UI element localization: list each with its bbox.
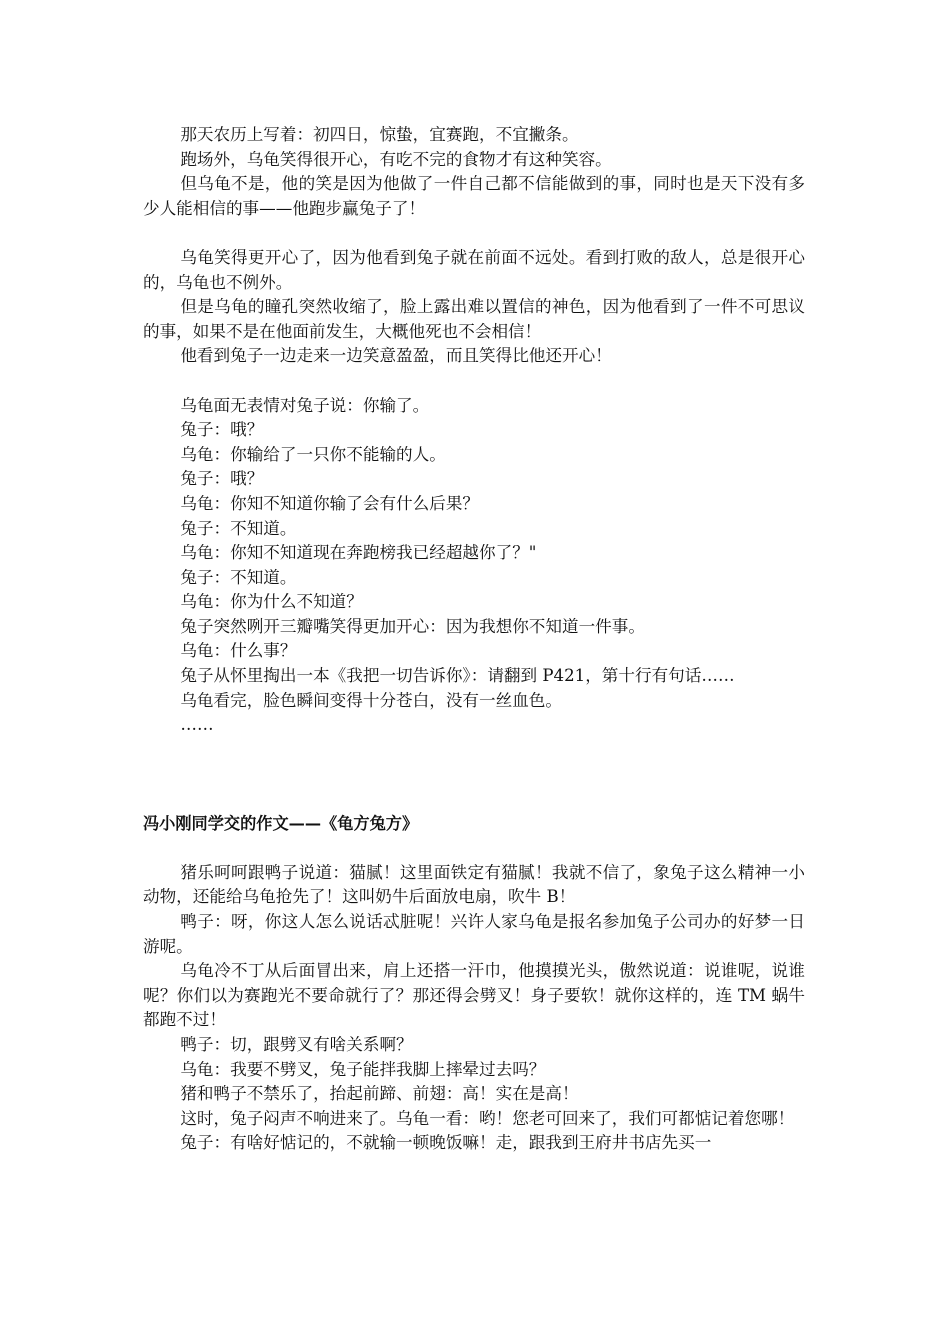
paragraph: 那天农历上写着：初四日，惊蛰，宜赛跑，不宜撇条。 bbox=[180, 125, 579, 144]
paragraph-gap bbox=[143, 221, 805, 246]
paragraph: 但乌龟不是，他的笑是因为他做了一件自己都不信能做到的事，同时也是天下没有多少人能相信的事——他跑步赢兔子了！ bbox=[143, 174, 805, 218]
section-gap bbox=[143, 738, 805, 812]
paragraph: 这时，兔子闷声不响进来了。乌龟一看：哟！您老可回来了，我们可都惦记着您哪！ bbox=[180, 1108, 795, 1128]
paragraph: 乌龟冷不丁从后面冒出来，肩上还搭一汗巾，他摸摸光头，傲然说道：说谁呢，说谁呢？你们以为赛跑光不要命就行了？那还得会劈叉！身子要软！就你这样的，连 TM 蜗牛都跑不过！ bbox=[143, 961, 805, 1030]
paragraph: 乌龟：我要不劈叉，兔子能拌我脚上摔晕过去吗？ bbox=[180, 1059, 546, 1079]
paragraph-gap bbox=[143, 369, 805, 394]
paragraph: 鸭子：呀，你这人怎么说话忒脏呢！兴许人家乌龟是报名参加兔子公司办的好梦一日游呢。 bbox=[143, 912, 805, 956]
paragraph: 兔子：有啥好惦记的，不就输一顿晚饭嘛！走，跟我到王府井书店先买一 bbox=[180, 1133, 712, 1153]
section-dialogue bbox=[143, 394, 805, 738]
dialogue-line: 兔子：不知道。 bbox=[180, 518, 297, 538]
dialogue-line: 乌龟看完，脸色瞬间变得十分苍白，没有一丝血色。 bbox=[180, 690, 562, 710]
paragraph: 但是乌龟的瞳孔突然收缩了，脸上露出难以置信的神色，因为他看到了一件不可思议的事，如果不是在他面前发生，大概他死也不会相信！ bbox=[143, 297, 805, 341]
dialogue-line: 兔子从怀里掏出一本《我把一切告诉你》：请翻到 P421，第十行有句话…… bbox=[180, 666, 735, 686]
dialogue-line: 乌龟：你知不知道你输了会有什么后果？ bbox=[180, 493, 480, 513]
paragraph: 乌龟笑得更开心了，因为他看到兔子就在前面不远处。看到打败的敌人，总是很开心的，乌龟也不例外。 bbox=[143, 247, 805, 292]
section-essay bbox=[143, 861, 805, 1156]
paragraph: 鸭子：切，跟劈叉有啥关系啊？ bbox=[180, 1034, 413, 1054]
dialogue-line: 兔子：哦？ bbox=[180, 420, 264, 440]
paragraph: 猪乐呵呵跟鸭子说道：猫腻！这里面铁定有猫腻！我就不信了，象兔子这么精神一小动物，还能给乌龟抢先了！这叫奶牛后面放电扇，吹牛 B！ bbox=[143, 862, 805, 907]
dialogue-line: 兔子：哦？ bbox=[180, 469, 264, 489]
dialogue-line: 乌龟：你知不知道现在奔跑榜我已经超越你了？" bbox=[180, 543, 537, 563]
document-page bbox=[143, 123, 805, 1156]
dialogue-line: 乌龟：你为什么不知道？ bbox=[180, 592, 363, 612]
paragraph: 跑场外，乌龟笑得很开心，有吃不完的食物才有这种笑容。 bbox=[180, 149, 612, 169]
paragraph: 他看到兔子一边走来一边笑意盈盈，而且笑得比他还开心！ bbox=[180, 346, 612, 366]
dialogue-line: 兔子突然咧开三瓣嘴笑得更加开心：因为我想你不知道一件事。 bbox=[180, 616, 645, 636]
paragraph-gap bbox=[143, 836, 805, 861]
paragraph: 猪和鸭子不禁乐了，抬起前蹄、前翅：高！实在是高！ bbox=[180, 1084, 579, 1104]
dialogue-line: 乌龟：什么事？ bbox=[180, 641, 297, 661]
dialogue-line: 乌龟：你输给了一只你不能输的人。 bbox=[180, 444, 446, 464]
dialogue-line: 乌龟面无表情对兔子说：你输了。 bbox=[180, 395, 430, 415]
section-turtle-sees-rabbit bbox=[143, 246, 805, 369]
section-opening bbox=[143, 123, 805, 221]
section-heading: 冯小刚同学交的作文——《龟方兔方》 bbox=[143, 813, 419, 833]
dialogue-line: 兔子：不知道。 bbox=[180, 567, 297, 587]
dialogue-line: …… bbox=[180, 715, 214, 735]
